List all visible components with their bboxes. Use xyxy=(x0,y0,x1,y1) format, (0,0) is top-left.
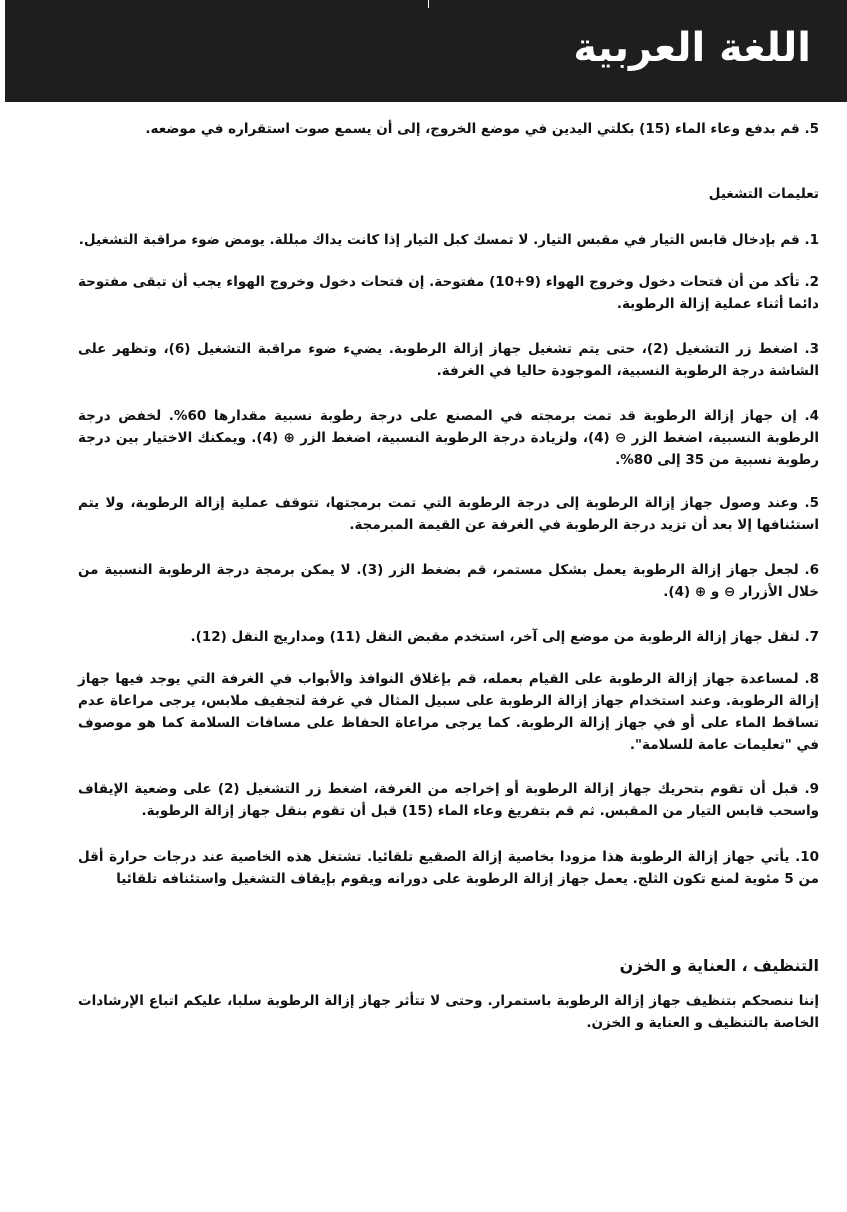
intro-step: 5. قم بدفع وعاء الماء (15) بكلتي اليدين في موضع الخروج، إلى أن يسمع صوت استقراره في موضعه. xyxy=(145,121,819,137)
operation-item-4: 4. إن جهاز إزالة الرطوبة قد تمت برمجته في المصنع على درجة رطوبة نسبية مقدارها 60%. لخفض درجة الرطوبة النسبية، اضغط الزر ⊖ (4)، ولزيادة درجة الرطوبة النسبية، اضغط الزر ⊕ (4). ويمكنك الاختيار بين درجة رطوبة نسبية من 35 إلى 80%. xyxy=(78,408,819,468)
header-bar xyxy=(5,0,847,102)
header-tick-mark xyxy=(428,0,429,8)
operation-item-3: 3. اضغط زر التشغيل (2)، حتى يتم تشغيل جهاز إزالة الرطوبة. يضيء ضوء مراقبة التشغيل (6)، وتظهر على الشاشة درجة الرطوبة النسبية، الموجودة حاليا في الغرفة. xyxy=(78,341,820,379)
operation-item-8: 8. لمساعدة جهاز إزالة الرطوبة على القيام بعمله، قم بإغلاق النوافذ والأبواب في الغرفة التي يوجد فيها جهاز إزالة الرطوبة. وعند استخدام جهاز إزالة الرطوبة على سبيل المثال في غرفة لتجفيف ملابس، يرجى مراعاة عدم تساقط الماء على أو في جهاز إزالة الرطوبة. كما يرجى مراعاة الحفاظ على مسافات السلامة كما هو موصوف في "تعليمات عامة للسلامة". xyxy=(78,671,819,753)
operation-item-1: 1. قم بإدخال قابس التيار في مقبس التيار. لا تمسك كبل التيار إذا كانت يداك مبللة. يومض ضوء مراقبة التشغيل. xyxy=(78,232,819,248)
page-title: اللغة العربية xyxy=(573,25,811,71)
operation-item-10: 10. يأتي جهاز إزالة الرطوبة هذا مزودا بخاصية إزالة الصقيع تلقائيا. تشتغل هذه الخاصية عند درجات حرارة أقل من 5 مئوية لمنع تكون الثلج. يعمل جهاز إزالة الرطوبة على دورانه ويقوم بإيقاف التشغيل واستئنافه تلقائيا xyxy=(78,849,819,887)
operation-item-6: 6. لجعل جهاز إزالة الرطوبة يعمل بشكل مستمر، قم بضغط الزر (3). لا يمكن برمجة درجة الرطوبة النسبية من خلال الأزرار ⊖ و ⊕ (4). xyxy=(78,562,819,600)
cleaning-text: إننا ننصحكم بتنظيف جهاز إزالة الرطوبة باستمرار. وحتى لا تتأثر جهاز إزالة الرطوبة سلبا، عليكم اتباع الإرشادات الخاصة بالتنظيف و العناية و الخزن. xyxy=(78,993,819,1031)
operation-item-2: 2. تأكد من أن فتحات دخول وخروج الهواء (9+10) مفتوحة. إن فتحات دخول وخروج الهواء يجب أن تبقى مفتوحة دائما أثناء عملية إزالة الرطوبة. xyxy=(78,274,819,312)
operation-item-5: 5. وعند وصول جهاز إزالة الرطوبة إلى درجة الرطوبة التي تمت برمجتها، تتوقف عملية إزالة الرطوبة، ولا يتم استئنافها إلا بعد أن تزيد درجة الرطوبة في الغرفة عن القيمة المبرمجة. xyxy=(78,495,819,533)
cleaning-heading: التنظيف ، العناية و الخزن xyxy=(619,956,819,975)
operation-item-7: 7. لنقل جهاز إزالة الرطوبة من موضع إلى آخر، استخدم مقبض النقل (11) ومداريج النقل (12). xyxy=(190,629,819,645)
operation-heading: تعليمات التشغيل xyxy=(708,186,819,202)
operation-item-9: 9. قبل أن تقوم بتحريك جهاز إزالة الرطوبة أو إخراجه من الغرفة، اضغط زر التشغيل (2) على وضعية الإيقاف واسحب قابس التيار من المقبس. ثم قم بتفريغ وعاء الماء (15) قبل أن تقوم بنقل جهاز إزالة الرطوبة. xyxy=(78,781,819,819)
